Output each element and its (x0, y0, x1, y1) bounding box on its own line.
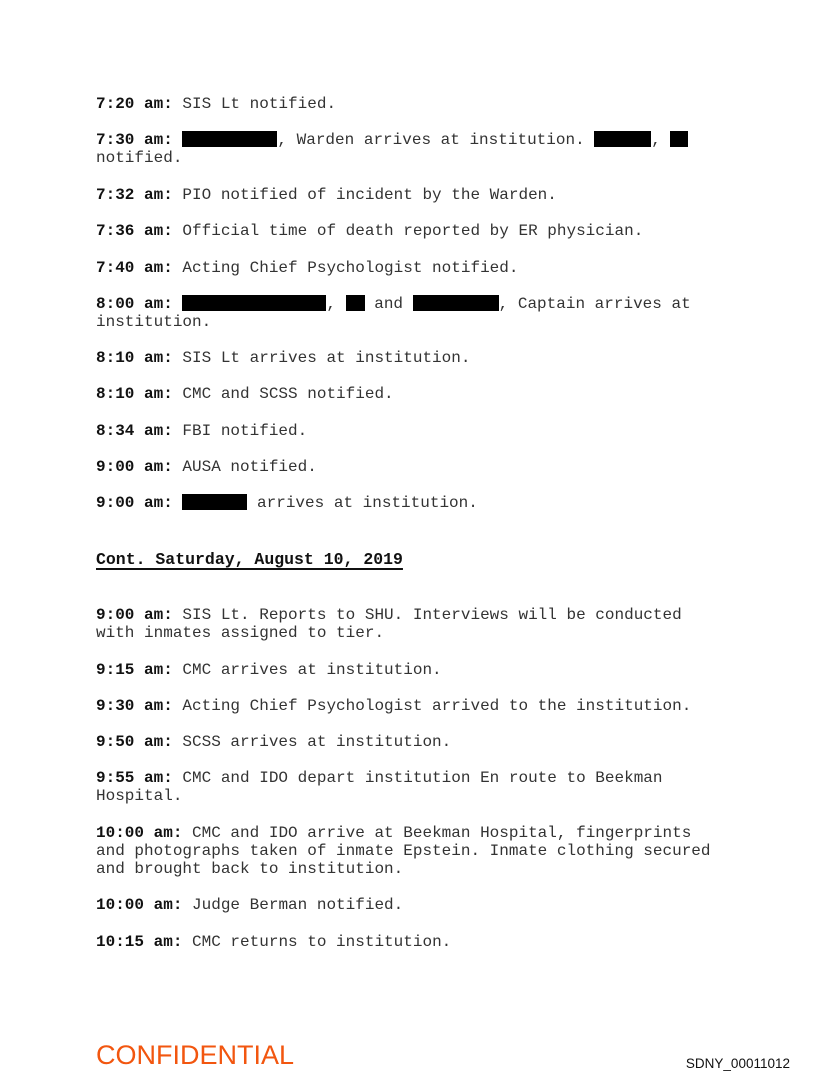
entry-text: SIS Lt arrives at institution. (172, 349, 471, 367)
redaction-box (182, 131, 277, 147)
redaction-box (670, 131, 688, 147)
entry-text: CMC arrives at institution. (172, 661, 442, 679)
entry-time: 10:00 am: (96, 824, 183, 842)
entry-time: 9:00 am: (96, 606, 173, 624)
entry-time: 9:50 am: (96, 733, 173, 751)
entry-text: , Captain arrives at institution. (96, 295, 691, 331)
entry-text: Acting Chief Psychologist arrived to the institution. (172, 697, 692, 715)
timeline-entry (96, 494, 726, 512)
entry-text: CMC and SCSS notified. (172, 385, 394, 403)
entry-text: AUSA notified. (172, 458, 317, 476)
entry-text: arrives at institution. (247, 494, 478, 512)
entry-time: 9:00 am: (96, 458, 173, 476)
entry-text: SIS Lt. Reports to SHU. Interviews will be conducted with inmates assigned to tier. (96, 606, 682, 642)
section-heading: Cont. Saturday, August 10, 2019 (96, 550, 403, 569)
entry-text: , (651, 131, 671, 149)
entry-time: 9:15 am: (96, 661, 173, 679)
timeline-entry (96, 295, 726, 331)
entry-text: , (326, 295, 346, 313)
entry-time: 7:40 am: (96, 259, 173, 277)
entry-time: 7:36 am: (96, 222, 173, 240)
redaction-box (346, 295, 365, 311)
redaction-box (413, 295, 499, 311)
entry-time: 9:55 am: (96, 769, 173, 787)
timeline-entry (96, 606, 726, 642)
redaction-box (182, 295, 326, 311)
timeline-entry (96, 385, 726, 403)
timeline-entry (96, 933, 726, 951)
timeline-entry (96, 733, 726, 751)
confidential-stamp: CONFIDENTIAL (96, 1040, 295, 1070)
entry-time: 10:15 am: (96, 933, 183, 951)
entry-time: 8:34 am: (96, 422, 173, 440)
entry-text: CMC and IDO arrive at Beekman Hospital, fingerprints and photographs taken of inmate Epstein. Inmate clothing secured and brought back to institution. (96, 824, 711, 878)
entry-time: 7:20 am: (96, 95, 173, 113)
timeline-entry (96, 222, 726, 240)
entry-text: CMC returns to institution. (182, 933, 452, 951)
entry-time: 8:00 am: (96, 295, 173, 313)
redaction-box (182, 494, 247, 510)
entry-text: SCSS arrives at institution. (172, 733, 452, 751)
timeline-entry (96, 259, 726, 277)
entry-time: 8:10 am: (96, 385, 173, 403)
timeline-entry (96, 896, 726, 914)
entry-time: 10:00 am: (96, 896, 183, 914)
entry-time: 8:10 am: (96, 349, 173, 367)
entry-text: Acting Chief Psychologist notified. (172, 259, 519, 277)
timeline-entry (96, 422, 726, 440)
entry-time: 7:30 am: (96, 131, 173, 149)
timeline-entry (96, 661, 726, 679)
timeline-entry (96, 769, 726, 805)
timeline-entry (96, 458, 726, 476)
entry-time: 9:00 am: (96, 494, 173, 512)
entry-text: Official time of death reported by ER physician. (172, 222, 644, 240)
timeline-entry (96, 349, 726, 367)
timeline-entry (96, 131, 726, 167)
bates-number: SDNY_00011012 (685, 1056, 790, 1071)
timeline-entry (96, 95, 726, 113)
entry-text: CMC and IDO depart institution En route to Beekman Hospital. (96, 769, 663, 805)
entry-time: 9:30 am: (96, 697, 173, 715)
entry-text: and (364, 295, 413, 313)
entry-text: PIO notified of incident by the Warden. (172, 186, 557, 204)
timeline-entry (96, 824, 736, 878)
entry-text: , Warden arrives at institution. (277, 131, 595, 149)
timeline-entry (96, 186, 726, 204)
entry-text: SIS Lt notified. (172, 95, 337, 113)
entry-text: notified. (96, 149, 183, 167)
redaction-box (594, 131, 651, 147)
timeline-entry (96, 697, 726, 715)
entry-time: 7:32 am: (96, 186, 173, 204)
entry-text: FBI notified. (172, 422, 308, 440)
entry-text: Judge Berman notified. (182, 896, 404, 914)
